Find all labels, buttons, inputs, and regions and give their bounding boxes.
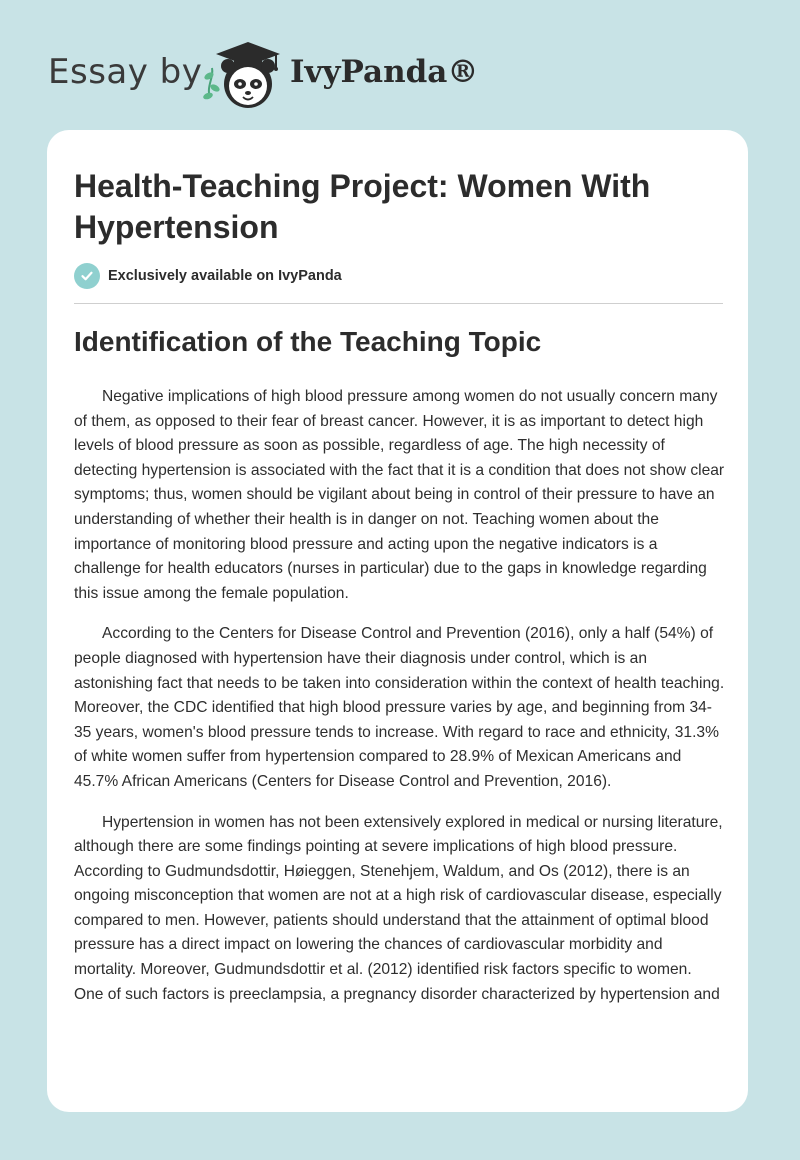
essay-card	[47, 130, 748, 1112]
page-title: Health-Teaching Project: Women With Hypertension	[74, 168, 651, 245]
essay-by-label: Essay by	[48, 52, 203, 92]
exclusive-badge	[74, 263, 342, 289]
exclusive-badge-label: Exclusively available on IvyPanda	[108, 268, 342, 284]
paragraph: Negative implications of high blood pressure among women do not usually concern many of them, as opposed to their fear of breast cancer. However, it is as important to detect high levels of blood pressure as soon as possible, regardless of age. The high necessity of detecting hypertension is associated with the fact that it is a condition that does not show clear symptoms; thus, women should be vigilant about being in control of their pressure to have an understanding of whether their health is in danger on not. Teaching women about the importance of monitoring blood pressure and acting upon the negative indicators is a challenge for health educators (nurses in particular) due to the gaps in knowledge regarding this issue among the female population.	[74, 388, 725, 602]
check-icon	[74, 263, 100, 289]
paragraph: Hypertension in women has not been extensively explored in medical or nursing literature, although there are some findings pointing at severe implications of high blood pressure. According to Gudmundsdottir, Høieggen, Stenehjem, Waldum, and Os (2012), there is an ongoing misconception that women are not at a high risk of cardiovascular disease, especially compared to men. However, patients should understand that the attainment of optimal blood pressure has a direct impact on lowering the chances of cardiovascular morbidity and mortality. Moreover, Gudmundsdottir et al. (2012) identified risk factors specific to women. One of such factors is preeclampsia, a pregnancy disorder characterized by hypertension and	[74, 813, 723, 1003]
divider	[74, 303, 723, 304]
section-heading: Identification of the Teaching Topic	[74, 326, 542, 357]
paragraph: According to the Centers for Disease Control and Prevention (2016), only a half (54%) of people diagnosed with hypertension have their diagnosis under control, which is an astonishing fact that needs to be taken into consideration within the context of health teaching. Moreover, the CDC identified that high blood pressure varies by age, and beginning from 34-35 years, women's blood pressure tends to increase. With regard to race and ethnicity, 31.3% of white women suffer from hypertension compared to 28.9% of Mexican Americans and 45.7% African Americans (Centers for Disease Control and Prevention, 2016).	[74, 625, 725, 790]
site-header	[0, 0, 800, 130]
brand-name[interactable]: IvyPanda®	[290, 54, 479, 90]
essay-body	[74, 385, 725, 1023]
panda-logo-icon[interactable]	[200, 38, 284, 110]
